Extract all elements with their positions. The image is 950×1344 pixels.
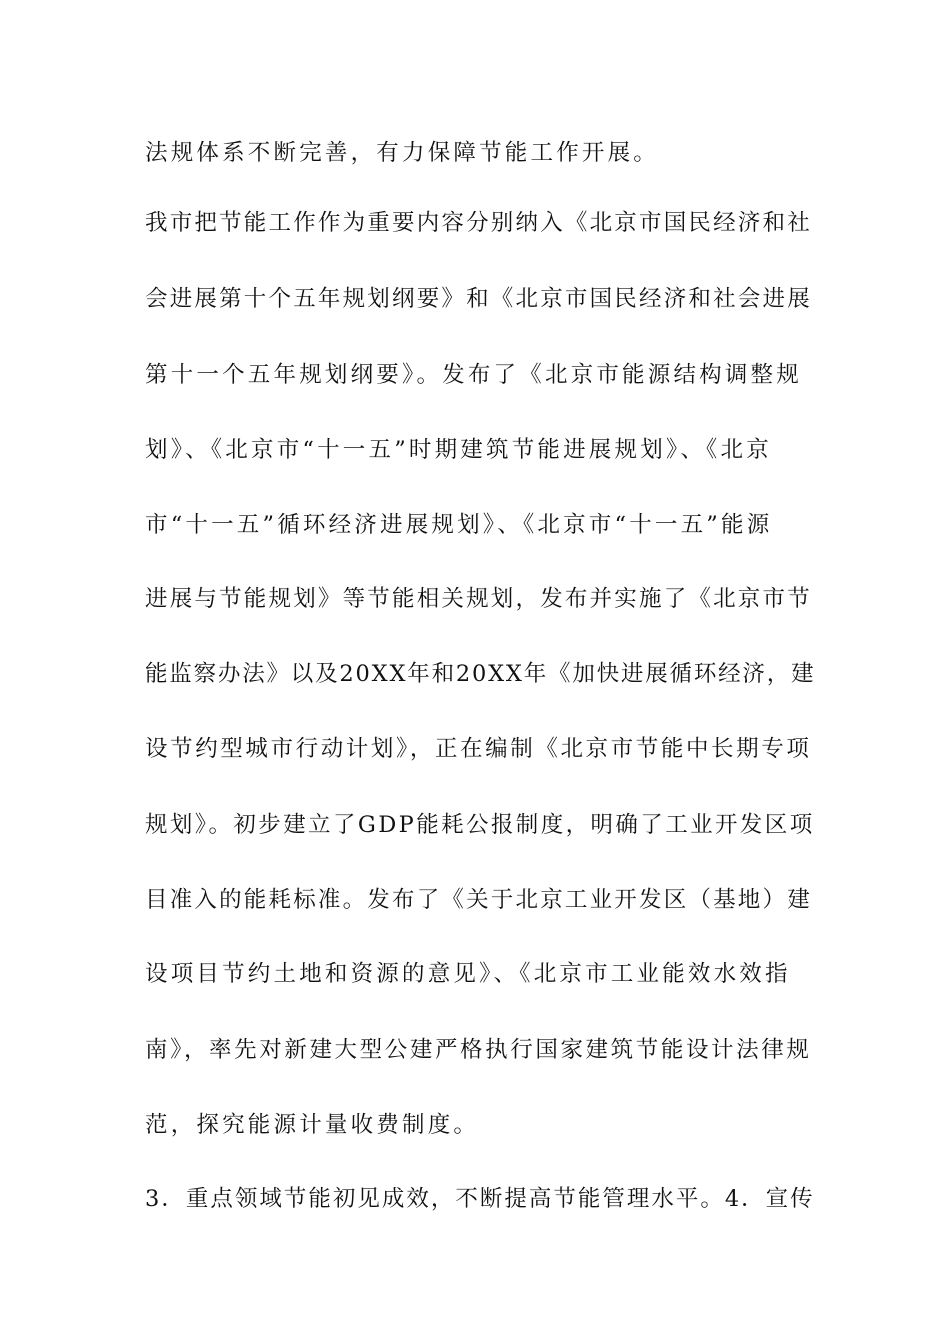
paragraph-line: 第十一个五年规划纲要》。发布了《北京市能源结构调整规 (145, 362, 802, 388)
paragraph-line: 我市把节能工作作为重要内容分别纳入《北京市国民经济和社 (145, 210, 812, 236)
paragraph-line: 目准入的能耗标准。发布了《关于北京工业开发区（基地）建 (145, 887, 812, 913)
paragraph-line: 进展与节能规划》等节能相关规划，发布并实施了《北京市节 (145, 586, 812, 612)
paragraph-line: 法规体系不断完善，有力保障节能工作开展。 (145, 140, 660, 166)
paragraph-line: 划》、《北京市“十一五”时期建筑节能进展规划》、《北京 (145, 437, 772, 463)
section-heading-line: 3．重点领域节能初见成效，不断提高节能管理水平。4．宣传 (145, 1186, 815, 1212)
paragraph-line: 范，探究能源计量收费制度。 (145, 1112, 480, 1138)
paragraph-line: 能监察办法》以及20XX年和20XX年《加快进展循环经济，建 (145, 661, 816, 687)
paragraph-line: 设节约型城市行动计划》，正在编制《北京市节能中长期专项 (145, 736, 812, 762)
paragraph-line: 会进展第十个五年规划纲要》和《北京市国民经济和社会进展 (145, 286, 812, 312)
paragraph-line: 南》，率先对新建大型公建严格执行国家建筑节能设计法律规 (145, 1037, 812, 1063)
paragraph-line: 市“十一五”循环经济进展规划》、《北京市“十一五”能源 (145, 512, 773, 538)
paragraph-line: 规划》。初步建立了GDP能耗公报制度，明确了工业开发区项 (145, 812, 815, 838)
paragraph-line: 设项目节约土地和资源的意见》、《北京市工业能效水效指 (145, 961, 791, 987)
